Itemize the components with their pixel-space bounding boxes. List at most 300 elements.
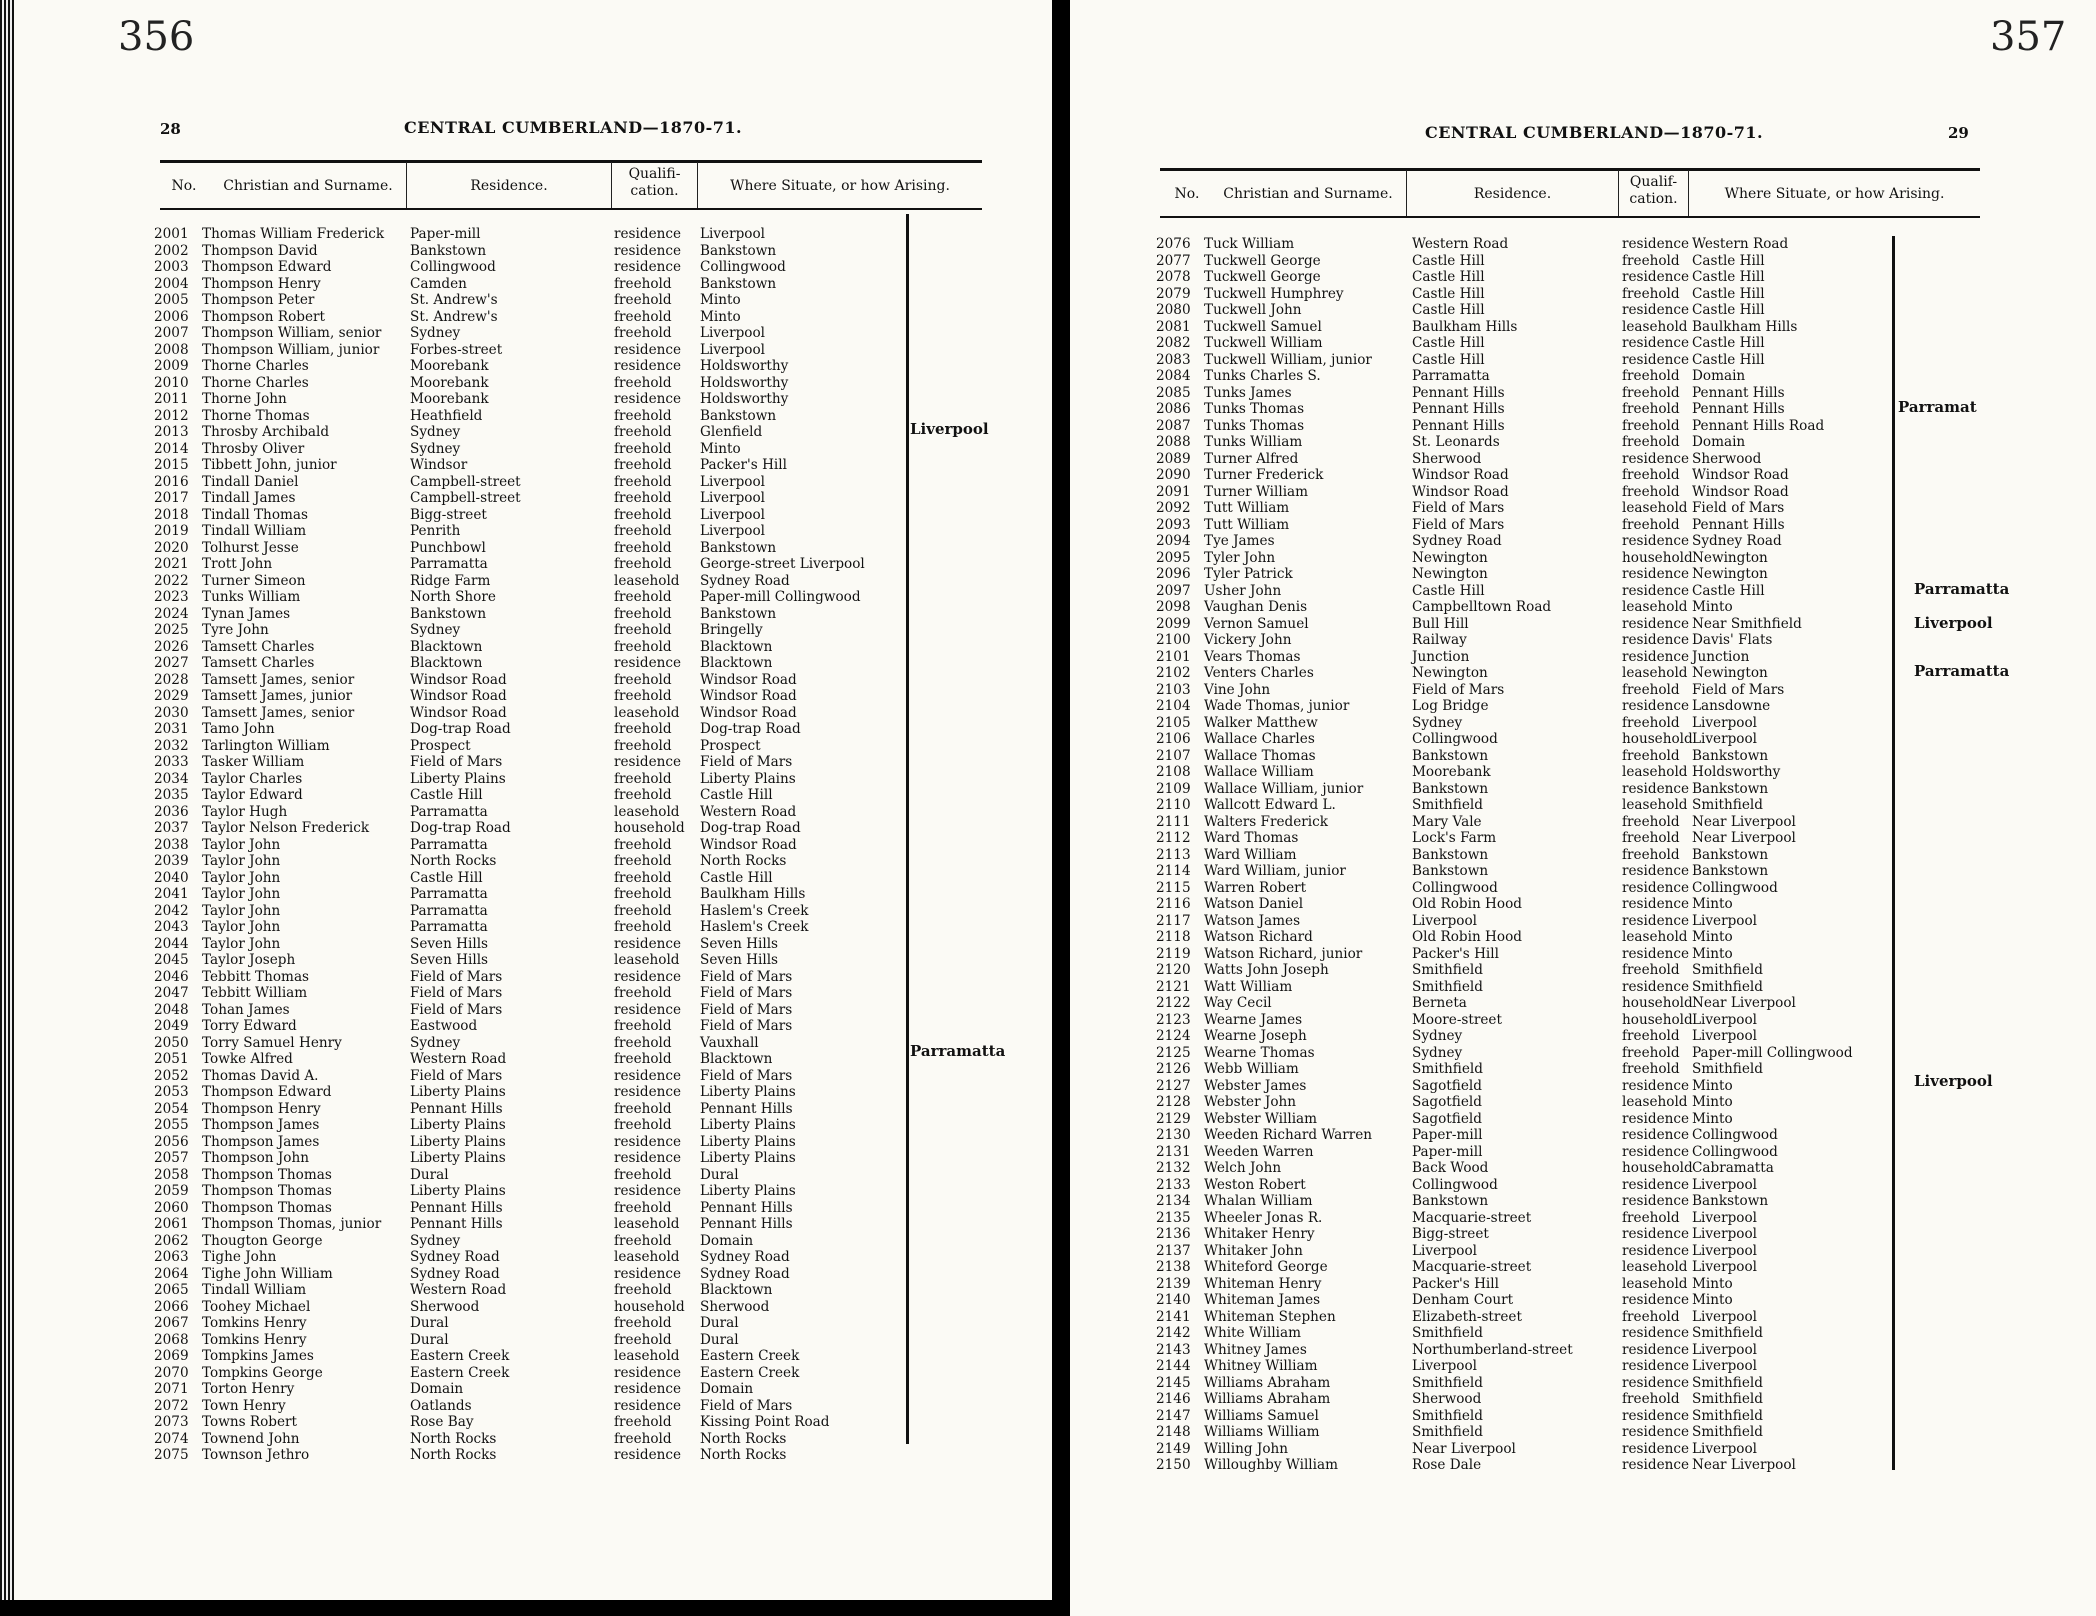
entry-qualification: leasehold xyxy=(1622,1094,1688,1110)
entry-residence: Castle Hill xyxy=(1412,285,1485,302)
entry-number: 2072 xyxy=(154,1397,189,1414)
entry-qualification: freehold xyxy=(614,539,672,556)
entry-where: Sydney Road xyxy=(700,1249,790,1265)
entry-residence: Bankstown xyxy=(410,605,487,622)
entry-qualification: residence xyxy=(1622,863,1690,879)
entry-residence: Heathfield xyxy=(410,407,483,424)
entry-number: 2140 xyxy=(1156,1292,1191,1308)
entry-where: Castle Hill xyxy=(1692,351,1765,368)
entry-residence: Liberty Plains xyxy=(410,1133,506,1150)
entry-number: 2129 xyxy=(1156,1110,1191,1127)
entry-residence: Dog-trap Road xyxy=(410,721,511,737)
register-row xyxy=(1156,1012,1936,1029)
entry-where: Smithfield xyxy=(1692,797,1763,813)
entry-number: 2143 xyxy=(1156,1341,1191,1358)
entry-name: Tebbitt William xyxy=(202,985,308,1001)
entry-where: Field of Mars xyxy=(700,1001,793,1018)
entry-number: 2049 xyxy=(154,1018,189,1034)
entry-residence: Liberty Plains xyxy=(410,770,506,787)
entry-where: Domain xyxy=(700,1232,754,1249)
entry-number: 2054 xyxy=(154,1100,189,1117)
entry-number: 2058 xyxy=(154,1166,189,1183)
entry-qualification: residence xyxy=(1622,1424,1690,1440)
entry-residence: Eastwood xyxy=(410,1018,478,1034)
entry-where: Sherwood xyxy=(700,1298,770,1315)
entry-where: Field of Mars xyxy=(700,754,793,770)
entry-name: Taylor John xyxy=(202,902,281,919)
entry-name: Tunks William xyxy=(1204,434,1303,450)
entry-name: White William xyxy=(1204,1325,1302,1341)
entry-qualification: freehold xyxy=(614,869,672,886)
entry-qualification: household xyxy=(614,820,685,836)
register-row xyxy=(154,622,914,639)
entry-qualification: residence xyxy=(1622,236,1690,252)
register-row xyxy=(1156,335,1936,352)
entry-qualification: residence xyxy=(614,391,682,407)
entry-residence: Castle Hill xyxy=(1412,351,1485,368)
entry-where: Minto xyxy=(1692,929,1733,945)
entry-residence: Domain xyxy=(410,1381,464,1397)
entry-name: Torton Henry xyxy=(202,1381,295,1397)
entry-where: Paper-mill Collingwood xyxy=(700,589,861,605)
entry-where: North Rocks xyxy=(700,853,787,869)
entry-where: Minto xyxy=(1692,1077,1733,1094)
entry-residence: Moore-street xyxy=(1412,1011,1502,1028)
entry-number: 2056 xyxy=(154,1133,189,1150)
entry-where: Liverpool xyxy=(1692,714,1758,731)
entry-where: Liverpool xyxy=(1692,1011,1758,1028)
entry-where: Pennant Hills xyxy=(1692,384,1785,401)
entry-name: Tunks Thomas xyxy=(1204,417,1305,434)
entry-name: Whitney William xyxy=(1204,1358,1318,1374)
entry-where: Liverpool xyxy=(700,523,766,539)
register-row xyxy=(1156,550,1936,567)
entry-residence: Western Road xyxy=(410,1051,507,1067)
entry-number: 2089 xyxy=(1156,450,1191,467)
entry-qualification: freehold xyxy=(1622,1061,1680,1077)
entry-where: Junction xyxy=(1692,648,1750,665)
register-row xyxy=(154,837,914,854)
entry-residence: Field of Mars xyxy=(1412,681,1505,698)
entry-name: Watson Daniel xyxy=(1204,896,1304,912)
entry-name: Watson Richard xyxy=(1204,929,1313,945)
entry-where: Newington xyxy=(1692,566,1768,582)
entry-where: Minto xyxy=(1692,1275,1733,1292)
entry-qualification: freehold xyxy=(614,1232,672,1249)
entry-qualification: residence xyxy=(614,935,682,952)
entry-qualification: residence xyxy=(1622,945,1690,962)
entry-qualification: freehold xyxy=(614,622,672,638)
register-row xyxy=(154,705,914,722)
entry-number: 2141 xyxy=(1156,1308,1191,1325)
entry-name: Willing John xyxy=(1204,1440,1289,1457)
entry-residence: Sherwood xyxy=(1412,1391,1482,1407)
register-row xyxy=(154,1101,914,1118)
entry-residence: Sagotfield xyxy=(1412,1077,1482,1094)
entry-name: Taylor John xyxy=(202,935,281,952)
register-row xyxy=(154,226,914,243)
entry-qualification: freehold xyxy=(614,556,672,572)
register-row xyxy=(1156,1111,1936,1128)
entry-residence: Sydney Road xyxy=(410,1265,500,1282)
entry-residence: Moorebank xyxy=(1412,764,1491,780)
entry-residence: North Shore xyxy=(410,589,496,605)
entry-number: 2090 xyxy=(1156,467,1191,483)
entry-where: Smithfield xyxy=(1692,1374,1763,1391)
entry-residence: Seven Hills xyxy=(410,935,489,952)
entry-qualification: household xyxy=(1622,1011,1693,1028)
entry-residence: Pennant Hills xyxy=(1412,417,1505,434)
entry-residence: Bigg-street xyxy=(1412,1226,1489,1242)
entry-qualification: freehold xyxy=(614,902,672,919)
entry-name: Webster John xyxy=(1204,1094,1297,1110)
entry-name: Weeden Richard Warren xyxy=(1204,1127,1373,1143)
entry-name: Tohan James xyxy=(202,1001,290,1018)
right-folio: 357 xyxy=(1990,14,2067,60)
register-row xyxy=(154,639,914,656)
left-page xyxy=(14,0,1052,1600)
entry-residence: Bankstown xyxy=(1412,1193,1489,1209)
entry-name: Tutt William xyxy=(1204,500,1290,516)
entry-name: Whiteman Henry xyxy=(1204,1275,1322,1292)
entry-where: Near Liverpool xyxy=(1692,1457,1796,1473)
entry-qualification: residence xyxy=(614,1133,682,1150)
entry-qualification: residence xyxy=(1622,533,1690,549)
entry-qualification: freehold xyxy=(1622,962,1680,978)
entry-number: 2043 xyxy=(154,919,189,935)
register-row xyxy=(154,424,914,441)
register-row xyxy=(1156,830,1936,847)
entry-residence: Western Road xyxy=(410,1282,507,1298)
entry-where: Dural xyxy=(700,1166,739,1183)
entry-residence: Western Road xyxy=(1412,236,1509,252)
entry-number: 2017 xyxy=(154,490,189,506)
entry-number: 2073 xyxy=(154,1414,189,1430)
entry-qualification: freehold xyxy=(614,490,672,506)
entry-where: Baulkham Hills xyxy=(700,886,806,902)
entry-qualification: residence xyxy=(1622,1127,1690,1143)
entry-where: Holdsworthy xyxy=(700,374,789,391)
entry-where: Dural xyxy=(700,1331,739,1348)
entry-where: Castle Hill xyxy=(1692,285,1765,302)
entry-residence: Macquarie-street xyxy=(1412,1209,1532,1226)
entry-where: Newington xyxy=(1692,549,1768,566)
entry-residence: Field of Mars xyxy=(410,985,503,1001)
entry-qualification: leasehold xyxy=(614,952,680,968)
entry-residence: Smithfield xyxy=(1412,797,1483,813)
entry-where: Liverpool xyxy=(1692,1176,1758,1193)
entry-number: 2068 xyxy=(154,1331,189,1348)
register-row xyxy=(154,375,914,392)
entry-qualification: freehold xyxy=(614,1315,672,1331)
entry-qualification: residence xyxy=(1622,1110,1690,1127)
entry-where: Blacktown xyxy=(700,638,773,655)
entry-where: Paper-mill Collingwood xyxy=(1692,1044,1853,1061)
entry-qualification: residence xyxy=(1622,566,1690,582)
register-row xyxy=(1156,418,1936,435)
entry-qualification: freehold xyxy=(614,407,672,424)
entry-number: 2002 xyxy=(154,242,189,259)
entry-qualification: residence xyxy=(1622,1176,1690,1193)
entry-where: Liberty Plains xyxy=(700,1084,796,1100)
entry-qualification: freehold xyxy=(614,1018,672,1034)
entry-residence: Pennant Hills xyxy=(410,1216,503,1232)
right-page xyxy=(1070,0,2096,1616)
entry-qualification: freehold xyxy=(614,308,672,325)
entry-qualification: residence xyxy=(614,1265,682,1282)
entry-qualification: residence xyxy=(1622,896,1690,912)
register-row xyxy=(1156,1391,1936,1408)
entry-number: 2021 xyxy=(154,556,189,572)
right-note-parramatta-3: Parramatta xyxy=(1914,662,2010,680)
entry-number: 2023 xyxy=(154,589,189,605)
entry-qualification: freehold xyxy=(614,770,672,787)
left-bracket xyxy=(902,214,909,1444)
left-page-number: 28 xyxy=(160,120,181,138)
entry-residence: Northumberland-street xyxy=(1412,1341,1573,1358)
entry-number: 2093 xyxy=(1156,516,1191,533)
register-row xyxy=(1156,1094,1936,1111)
register-row xyxy=(154,853,914,870)
entry-name: Tuckwell George xyxy=(1204,252,1321,269)
entry-qualification: freehold xyxy=(614,1051,672,1067)
register-row xyxy=(154,1282,914,1299)
entry-qualification: leasehold xyxy=(1622,665,1688,681)
entry-residence: Forbes-street xyxy=(410,341,503,358)
entry-name: Torry Edward xyxy=(202,1018,297,1034)
entry-where: Collingwood xyxy=(1692,879,1778,896)
entry-where: Smithfield xyxy=(1692,1407,1763,1424)
left-register-list xyxy=(154,226,914,1464)
left-note-parramatta: Parramatta xyxy=(910,1042,1006,1060)
entry-name: Thompson Thomas xyxy=(202,1166,332,1183)
entry-residence: St. Andrew's xyxy=(410,308,498,325)
entry-where: Davis' Flats xyxy=(1692,632,1773,648)
entry-where: Holdsworthy xyxy=(700,391,789,407)
entry-name: Whalan William xyxy=(1204,1193,1313,1209)
register-row xyxy=(1156,1127,1936,1144)
entry-where: Smithfield xyxy=(1692,1061,1763,1077)
entry-number: 2038 xyxy=(154,836,189,853)
entry-number: 2108 xyxy=(1156,764,1191,780)
entry-where: Lansdowne xyxy=(1692,698,1771,714)
register-row xyxy=(154,820,914,837)
entry-where: Collingwood xyxy=(700,259,786,275)
entry-where: Pennant Hills xyxy=(1692,516,1785,533)
register-row xyxy=(1156,1375,1936,1392)
register-row xyxy=(1156,1309,1936,1326)
entry-qualification: residence xyxy=(614,1364,682,1381)
entry-where: Kissing Point Road xyxy=(700,1414,830,1430)
entry-qualification: freehold xyxy=(614,1117,672,1133)
register-row xyxy=(154,787,914,804)
entry-where: Smithfield xyxy=(1692,962,1763,978)
entry-where: Pennant Hills xyxy=(1692,401,1785,417)
entry-where: Field of Mars xyxy=(700,1067,793,1084)
entry-where: Smithfield xyxy=(1692,1424,1763,1440)
entry-residence: Dog-trap Road xyxy=(410,820,511,836)
register-row xyxy=(1156,913,1936,930)
entry-number: 2008 xyxy=(154,341,189,358)
entry-number: 2145 xyxy=(1156,1374,1191,1391)
entry-name: Tyler John xyxy=(1204,549,1276,566)
entry-where: Bankstown xyxy=(700,539,777,556)
register-row xyxy=(154,886,914,903)
entry-where: Blacktown xyxy=(700,655,773,671)
entry-where: Smithfield xyxy=(1692,1325,1763,1341)
entry-name: Tompkins James xyxy=(202,1348,314,1364)
entry-qualification: leasehold xyxy=(1622,318,1688,335)
register-row xyxy=(1156,731,1936,748)
entry-residence: Campbell-street xyxy=(410,473,521,490)
entry-number: 2064 xyxy=(154,1265,189,1282)
entry-number: 2025 xyxy=(154,622,189,638)
register-row xyxy=(1156,946,1936,963)
entry-qualification: residence xyxy=(1622,302,1690,318)
entry-name: Trott John xyxy=(202,556,273,572)
entry-qualification: residence xyxy=(614,1150,682,1166)
entry-where: Castle Hill xyxy=(1692,252,1765,269)
entry-qualification: freehold xyxy=(614,589,672,605)
entry-name: Tuckwell William, junior xyxy=(1204,351,1372,368)
entry-qualification: residence xyxy=(1622,698,1690,714)
right-header-qualification: Qualif- cation. xyxy=(1629,174,1678,207)
entry-qualification: household xyxy=(1622,995,1693,1011)
entry-where: Bankstown xyxy=(1692,780,1769,797)
register-row xyxy=(1156,863,1936,880)
entry-name: Thompson William, junior xyxy=(202,341,380,358)
entry-number: 2137 xyxy=(1156,1242,1191,1259)
entry-qualification: freehold xyxy=(614,1331,672,1348)
entry-qualification: leasehold xyxy=(1622,1259,1688,1275)
entry-qualification: residence xyxy=(1622,450,1690,467)
entry-where: Packer's Hill xyxy=(700,457,787,473)
entry-number: 2048 xyxy=(154,1001,189,1018)
entry-name: Taylor John xyxy=(202,853,281,869)
entry-where: Liverpool xyxy=(1692,1440,1758,1457)
register-row xyxy=(154,1414,914,1431)
entry-number: 2111 xyxy=(1156,813,1191,830)
entry-name: Venters Charles xyxy=(1204,665,1314,681)
entry-name: Thompson William, senior xyxy=(202,325,382,341)
entry-where: Minto xyxy=(1692,945,1733,962)
register-row xyxy=(154,523,914,540)
entry-residence: Bankstown xyxy=(1412,846,1489,863)
entry-name: Willoughby William xyxy=(1204,1457,1338,1473)
entry-residence: Sagotfield xyxy=(1412,1094,1482,1110)
entry-qualification: residence xyxy=(614,655,682,671)
entry-qualification: leasehold xyxy=(1622,1275,1688,1292)
entry-where: Sydney Road xyxy=(700,1265,790,1282)
entry-number: 2024 xyxy=(154,605,189,622)
entry-number: 2084 xyxy=(1156,368,1191,384)
entry-qualification: residence xyxy=(1622,615,1690,632)
entry-qualification: freehold xyxy=(1622,714,1680,731)
entry-qualification: freehold xyxy=(1622,434,1680,450)
register-row xyxy=(154,1398,914,1415)
entry-where: Vauxhall xyxy=(700,1034,759,1051)
right-note-parramatta-1: Parramat xyxy=(1898,398,1977,416)
entry-where: Minto xyxy=(1692,1110,1733,1127)
entry-name: Towns Robert xyxy=(202,1414,298,1430)
entry-qualification: residence xyxy=(1622,1193,1690,1209)
entry-qualification: freehold xyxy=(614,836,672,853)
entry-number: 2010 xyxy=(154,374,189,391)
entry-number: 2121 xyxy=(1156,978,1191,995)
entry-residence: Collingwood xyxy=(1412,731,1498,747)
entry-residence: Prospect xyxy=(410,737,471,754)
left-header-qualification: Qualifi- cation. xyxy=(628,166,681,199)
register-row xyxy=(1156,1061,1936,1078)
entry-name: Thompson Thomas xyxy=(202,1199,332,1216)
register-row xyxy=(1156,451,1936,468)
entry-number: 2022 xyxy=(154,572,189,589)
entry-number: 2128 xyxy=(1156,1094,1191,1110)
entry-qualification: residence xyxy=(1622,1143,1690,1160)
entry-name: Tighe John xyxy=(202,1249,277,1265)
entry-residence: Sydney xyxy=(410,325,461,341)
entry-number: 2036 xyxy=(154,803,189,820)
entry-residence: Camden xyxy=(410,275,467,292)
entry-residence: Castle Hill xyxy=(1412,269,1485,285)
entry-where: Sherwood xyxy=(1692,450,1762,467)
entry-qualification: freehold xyxy=(1622,467,1680,483)
register-row xyxy=(154,358,914,375)
entry-number: 2059 xyxy=(154,1183,189,1199)
entry-residence: North Rocks xyxy=(410,1447,497,1463)
register-row xyxy=(1156,1045,1936,1062)
register-row xyxy=(1156,682,1936,699)
entry-name: Towke Alfred xyxy=(202,1051,293,1067)
entry-name: Whitaker John xyxy=(1204,1242,1303,1259)
entry-name: Taylor Charles xyxy=(202,770,303,787)
entry-residence: Castle Hill xyxy=(410,869,483,886)
entry-qualification: freehold xyxy=(1622,813,1680,830)
entry-name: Way Cecil xyxy=(1204,995,1272,1011)
entry-residence: Paper-mill xyxy=(410,226,481,242)
left-folio: 356 xyxy=(118,14,195,60)
entry-number: 2009 xyxy=(154,358,189,374)
entry-name: Webster William xyxy=(1204,1110,1318,1127)
entry-name: Tunks James xyxy=(1204,384,1292,401)
entry-where: Cabramatta xyxy=(1692,1160,1774,1176)
entry-residence: Liberty Plains xyxy=(410,1084,506,1100)
entry-where: Liverpool xyxy=(700,325,766,341)
entry-residence: Parramatta xyxy=(410,556,488,572)
entry-residence: Sydney xyxy=(1412,1044,1463,1061)
entry-residence: Back Wood xyxy=(1412,1160,1489,1176)
entry-number: 2107 xyxy=(1156,747,1191,764)
entry-name: Vaughan Denis xyxy=(1204,599,1308,615)
entry-where: Blacktown xyxy=(700,1051,773,1067)
register-row xyxy=(1156,1177,1936,1194)
entry-residence: Collingwood xyxy=(1412,1176,1498,1193)
entry-name: Taylor Edward xyxy=(202,787,303,803)
entry-name: Whiteman James xyxy=(1204,1292,1321,1308)
register-row xyxy=(154,1134,914,1151)
entry-residence: Elizabeth-street xyxy=(1412,1308,1522,1325)
entry-name: Taylor Joseph xyxy=(202,952,296,968)
entry-number: 2071 xyxy=(154,1381,189,1397)
entry-name: Williams Abraham xyxy=(1204,1391,1331,1407)
entry-residence: St. Leonards xyxy=(1412,434,1500,450)
entry-residence: Parramatta xyxy=(1412,368,1490,384)
entry-number: 2045 xyxy=(154,952,189,968)
register-row xyxy=(154,342,914,359)
entry-number: 2062 xyxy=(154,1232,189,1249)
entry-qualification: freehold xyxy=(1622,483,1680,500)
entry-where: Domain xyxy=(700,1381,754,1397)
